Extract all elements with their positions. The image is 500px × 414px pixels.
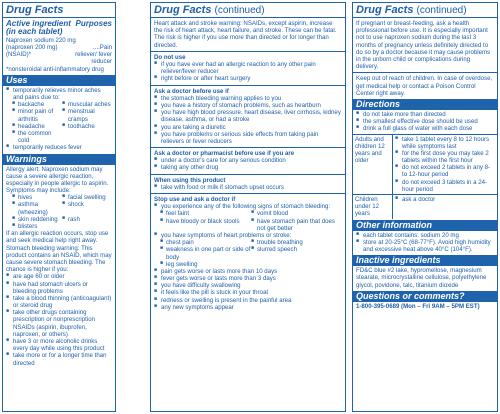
- stop-intro-2: ■ you have symptoms of heart problems or stroke:: [154, 232, 342, 239]
- use-item: ■ the common cold: [12, 130, 62, 144]
- adult-dose-item: ■ take 1 tablet every 8 to 12 hours while symptoms last: [395, 136, 495, 150]
- active-ingredient-heading: Active ingredient (in each tablet): [6, 19, 71, 37]
- purpose-text: ....Pain reliever/ fever reducer: [75, 44, 112, 66]
- panel-title: Drug Facts: [356, 4, 414, 16]
- age-group-children: Children under 12 years: [353, 194, 393, 219]
- ask-pharmacist-list: [154, 157, 342, 171]
- direction-item: ■ the smallest effective dose should be used: [356, 118, 494, 125]
- ask-doctor-item: ■ you are taking a diuretic: [154, 124, 342, 131]
- allergy-symptom: ■ rash: [62, 216, 112, 223]
- stomach-risk-item: ■ have 3 or more alcoholic drinks every day while using this product: [6, 338, 112, 352]
- uses-section: [3, 86, 115, 153]
- questions-heading: Questions or comments?: [353, 291, 497, 302]
- do-not-use-list: [154, 61, 342, 83]
- use-item: ■ minor pain of arthritis: [12, 108, 62, 122]
- warnings-heading: Warnings: [3, 154, 115, 165]
- stop-use-list: [154, 268, 342, 311]
- stomach-risk-list: [6, 273, 112, 366]
- nsaid-footnote: *nonsteroidal anti-inflammatory drug: [6, 65, 104, 73]
- when-using-item: ■ take with food or milk if stomach upset occurs: [154, 184, 342, 191]
- stop-use-item: ■ you have difficulty swallowing: [154, 282, 342, 289]
- purposes-heading: Purposes: [75, 19, 112, 29]
- ask-doctor-list: [154, 95, 342, 145]
- allergy-symptom: ■ asthma (wheezing): [12, 201, 62, 215]
- heart-problem-sign: ■ chest pain: [160, 239, 251, 246]
- panel-title: Drug Facts: [6, 4, 64, 16]
- ask-pharmacist-item: ■ under a doctor's care for any serious condition: [154, 157, 342, 164]
- heart-problem-sign: ■ leg swelling: [160, 261, 251, 268]
- use-item: ■ muscular aches: [62, 101, 112, 108]
- allergy-symptom: ■ shock: [62, 201, 112, 215]
- stomach-risk-item: ■ are age 60 or older: [6, 273, 112, 280]
- allergy-symptom: ■ hives: [12, 194, 62, 201]
- stop-use-item: ■ it feels like the pill is stuck in your throat: [154, 289, 342, 296]
- when-using-list: [154, 184, 342, 191]
- panel-title-continued: (continued): [416, 5, 467, 16]
- allergy-symptom: ■ skin reddening: [12, 216, 62, 223]
- stomach-bleeding-signs: [154, 210, 342, 232]
- uses-intro: ■ temporarily relieves minor aches and pains due to:: [6, 87, 112, 101]
- stomach-risk-item: ■ take more or for a longer time than directed: [6, 352, 112, 366]
- other-info-item: ■ store at 20-25°C (68-77°F). Avoid high humidity and excessive heat above 40°C (104°F).: [356, 239, 494, 253]
- adult-dose-item: ■ do not exceed 3 tablets in a 24-hour period: [395, 179, 495, 193]
- pregnancy-warning: If pregnant or breast-feeding, ask a health professional before use. It is especially important not to use naproxen sodium during the last 3 months of pregnancy unless definitely directed to do so by a doctor because it may cause problems in the unborn child or complications during delivery.: [356, 20, 491, 71]
- stomach-risk-item: ■ have had stomach ulcers or bleeding problems: [6, 281, 112, 295]
- active-ingredient-section: [3, 19, 115, 74]
- stop-use-item: ■ pain gets worse or lasts more than 10 days: [154, 268, 342, 275]
- use-item: ■ backache: [12, 101, 62, 108]
- drug-facts-panel-2: [150, 2, 346, 412]
- heart-problem-sign: ■ weakness in one part or side of body: [160, 246, 251, 260]
- panel-title: Drug Facts: [154, 4, 212, 16]
- adult-dose-item: ■ do not exceed 2 tablets in any 8- to 12-hour period: [395, 164, 495, 178]
- stomach-bleeding-sign: ■ have bloody or black stools: [160, 218, 251, 232]
- ingredient-line-2: (naproxen 200 mg) (NSAID)*: [6, 44, 58, 59]
- heart-problem-sign: ■ trouble breathing: [251, 239, 342, 246]
- stomach-bleeding-sign: ■ have stomach pain that does not get better: [251, 218, 342, 232]
- keep-out-of-reach: Keep out of reach of children. In case of overdose, get medical help or contact a Poison Control Center right away.: [356, 75, 493, 97]
- inactive-ingredients: FD&C blue #2 lake, hypromellose, magnesium stearate, microcrystalline cellulose, polyethylene glycol, povidone, talc, titanium dioxide: [356, 267, 487, 289]
- directions-list: [356, 111, 494, 133]
- ask-doctor-item: ■ the stomach bleeding warning applies to you: [154, 95, 342, 102]
- ask-doctor-item: ■ you have high blood pressure, heart disease, liver cirrhosis, kidney disease, asthma, or had a stroke: [154, 109, 342, 123]
- stop-intro: ■ you experience any of the following signs of stomach bleeding:: [154, 203, 342, 210]
- drug-facts-panel-3: [352, 2, 498, 412]
- panel-title-continued: (continued): [214, 5, 265, 16]
- heart-warning: Heart attack and stroke warning: NSAIDs, except aspirin, increase the risk of heart attack, heart failure, and stroke. These can be fatal. The risk is higher if you use more than directed or for longer than directed.: [154, 20, 337, 49]
- do-not-use-item: ■ right before or after heart surgery: [154, 75, 342, 82]
- ask-doctor-item: ■ you have a history of stomach problems, such as heartburn: [154, 102, 342, 109]
- ask-doctor-item: ■ you have problems or serious side effects from taking pain relievers or fever reducers: [154, 131, 342, 145]
- other-info-list: [356, 232, 494, 254]
- stop-use-item: ■ any new symptoms appear: [154, 304, 342, 311]
- drug-facts-panel-1: [2, 2, 116, 412]
- phone-number: 1-800-395-0689 (Mon – Fri 9AM – 5PM EST): [356, 302, 480, 310]
- stomach-bleeding-sign: ■ vomit blood: [251, 210, 342, 217]
- other-info-item: ■ each tablet contains: sodium 20 mg: [356, 232, 494, 239]
- ingredient-line: Naproxen sodium 220 mg: [6, 36, 76, 44]
- stomach-risk-item: ■ take other drugs containing prescription or nonprescription NSAIDs (aspirin, ibuprofen, naproxen, or others): [6, 309, 112, 338]
- allergy-alert: Allergy alert: Naproxen sodium may cause a severe allergic reaction, especially in people allergic to aspirin. Symptoms may include:: [6, 165, 109, 195]
- allergy-symptom: ■ facial swelling: [62, 194, 112, 201]
- stop-use-item: ■ redness or swelling is present in the painful area: [154, 297, 342, 304]
- ask-pharmacist-heading: Ask a doctor or pharmacist before use if you are: [154, 150, 295, 158]
- use-item: ■ headache: [12, 123, 62, 130]
- children-dosing-list: [395, 196, 495, 203]
- stomach-risk-item: ■ take a blood thinning (anticoagulant) or steroid drug: [6, 295, 112, 309]
- ask-pharmacist-item: ■ taking any other drug: [154, 164, 342, 171]
- stomach-bleeding-sign: ■ feel faint: [160, 210, 251, 217]
- age-group-adults: Adults and children 12 years and older: [353, 134, 393, 195]
- heart-problem-sign: ■ slurred speech: [251, 246, 342, 260]
- directions-table: [353, 134, 497, 219]
- direction-item: ■ drink a full glass of water with each dose: [356, 125, 494, 132]
- allergy-symptom: ■ blisters: [12, 223, 62, 230]
- children-dose-item: ■ ask a doctor: [395, 196, 495, 203]
- stomach-warning: Stomach bleeding warning: This product contains an NSAID, which may cause severe stomach bleeding. The chance is higher if you:: [6, 244, 112, 274]
- adult-dosing-list: [395, 136, 495, 194]
- when-using-heading: When using this product: [154, 176, 226, 184]
- heart-problem-signs: [154, 239, 342, 268]
- inactive-heading: Inactive ingredients: [353, 255, 497, 266]
- warnings-section: [3, 165, 115, 368]
- directions-heading: Directions: [353, 99, 497, 110]
- ask-doctor-heading: Ask a doctor before use if: [154, 87, 229, 95]
- use-item: ■ toothache: [62, 123, 112, 130]
- do-not-use-heading: Do not use: [154, 53, 186, 61]
- uses-list: [6, 101, 112, 144]
- uses-fever: ■ temporarily reduces fever: [6, 144, 112, 151]
- allergy-symptom-list: [6, 194, 112, 230]
- adult-dose-item: ■ for the first dose you may take 2 tablets within the first hour: [395, 150, 495, 164]
- allergy-after: If an allergic reaction occurs, stop use and seek medical help right away.: [6, 230, 109, 245]
- stop-use-heading: Stop use and ask a doctor if: [154, 196, 236, 204]
- use-item: ■ menstrual cramps: [62, 108, 112, 122]
- other-info-heading: Other information: [353, 220, 497, 231]
- stop-use-item: ■ fever gets worse or lasts more than 3 days: [154, 275, 342, 282]
- uses-heading: Uses: [3, 75, 115, 86]
- do-not-use-item: ■ if you have ever had an allergic reaction to any other pain reliever/fever reducer: [154, 61, 342, 75]
- direction-item: ■ do not take more than directed: [356, 111, 494, 118]
